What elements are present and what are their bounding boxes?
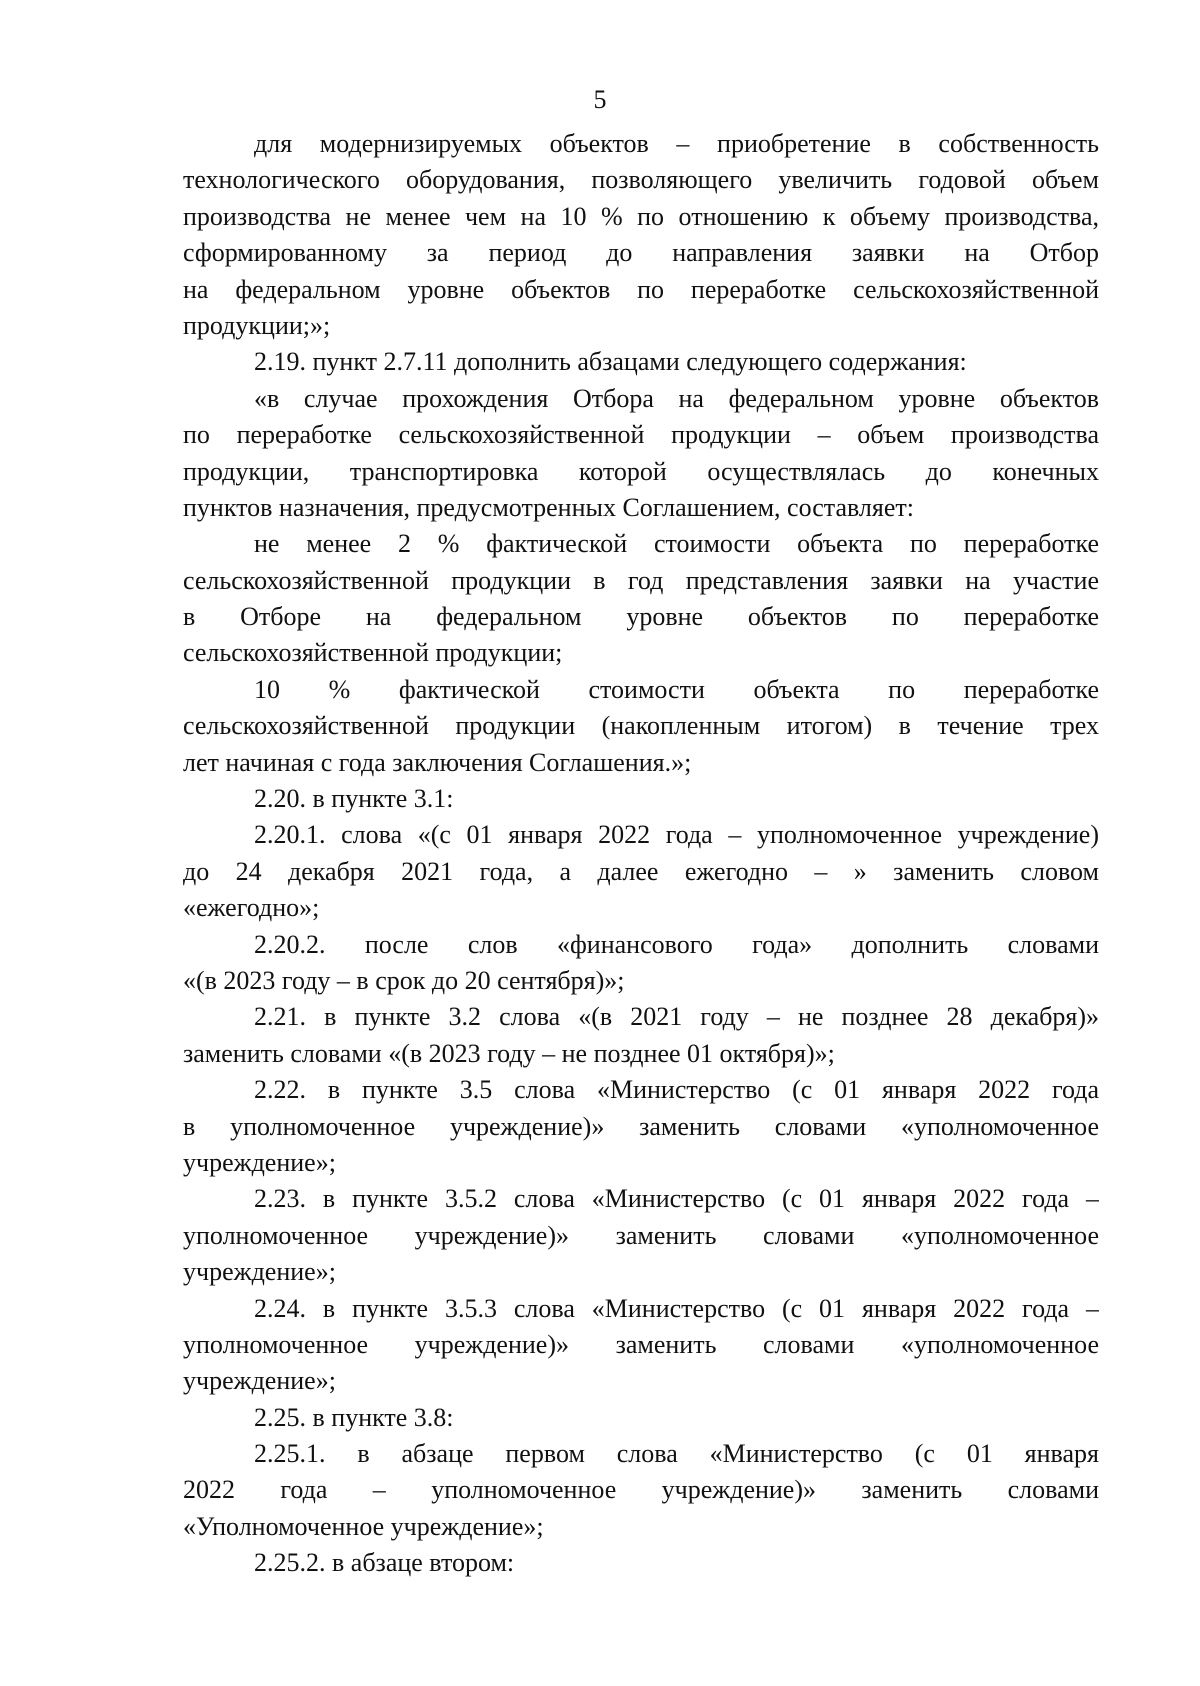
text-line: 2.20. в пункте 3.1:: [254, 784, 454, 814]
text-line: 2.25.2. в абзаце втором:: [254, 1548, 515, 1578]
text-line: учреждение»;: [183, 1366, 336, 1396]
text-line: 2.22. в пункте 3.5 слова «Министерство (с 01 января 2022 года: [254, 1075, 1099, 1105]
text-line: лет начиная с года заключения Соглашения.»;: [183, 747, 692, 777]
text-line: в Отборе на федеральном уровне объектов по переработке: [183, 602, 1099, 632]
text-line: пунктов назначения, предусмотренных Соглашением, составляет:: [183, 492, 914, 522]
text-line: сформированному за период до направления заявки на Отбор: [183, 238, 1099, 268]
text-line: 10 % фактической стоимости объекта по переработке: [254, 674, 1099, 704]
text-line: 2.25.1. в абзаце первом слова «Министерство (с 01 января: [254, 1439, 1099, 1469]
text-line: в уполномоченное учреждение)» заменить словами «уполномоченное: [183, 1111, 1099, 1141]
text-line: сельскохозяйственной продукции (накопленным итогом) в течение трех: [183, 711, 1099, 741]
text-line: 2.20.1. слова «(с 01 января 2022 года – уполномоченное учреждение): [254, 820, 1099, 850]
text-line: производства не менее чем на 10 % по отношению к объему производства,: [183, 201, 1099, 231]
text-line: по переработке сельскохозяйственной продукции – объем производства: [183, 420, 1099, 450]
text-line: 2022 года – уполномоченное учреждение)» заменить словами: [183, 1475, 1099, 1505]
text-line: продукции;»;: [183, 310, 331, 340]
text-line: уполномоченное учреждение)» заменить словами «уполномоченное: [183, 1329, 1099, 1359]
document-body: [183, 126, 1099, 1582]
text-line: «(в 2023 году – в срок до 20 сентября)»;: [183, 965, 625, 995]
text-line: 2.20.2. после слов «финансового года» дополнить словами: [254, 929, 1099, 959]
page-number: 5: [593, 85, 607, 114]
text-line: «в случае прохождения Отбора на федеральном уровне объектов: [254, 383, 1099, 413]
text-line: 2.19. пункт 2.7.11 дополнить абзацами следующего содержания:: [254, 347, 967, 377]
text-line: продукции, транспортировка которой осуществлялась до конечных: [183, 456, 1099, 486]
text-line: 2.25. в пункте 3.8:: [254, 1402, 454, 1432]
text-line: на федеральном уровне объектов по переработке сельскохозяйственной: [183, 274, 1099, 304]
text-line: 2.24. в пункте 3.5.3 слова «Министерство (с 01 января 2022 года –: [254, 1293, 1099, 1323]
text-line: заменить словами «(в 2023 году – не позднее 01 октября)»;: [183, 1038, 835, 1068]
text-line: «ежегодно»;: [183, 893, 320, 923]
text-line: учреждение»;: [183, 1257, 336, 1287]
text-line: сельскохозяйственной продукции;: [183, 638, 563, 668]
text-line: для модернизируемых объектов – приобретение в собственность: [254, 129, 1099, 158]
text-line: 2.23. в пункте 3.5.2 слова «Министерство (с 01 января 2022 года –: [254, 1184, 1099, 1214]
text-line: до 24 декабря 2021 года, а далее ежегодно – » заменить словом: [183, 856, 1099, 886]
text-line: сельскохозяйственной продукции в год представления заявки на участие: [183, 565, 1099, 595]
text-line: «Уполномоченное учреждение»;: [183, 1511, 544, 1541]
text-line: 2.21. в пункте 3.2 слова «(в 2021 году – не позднее 28 декабря)»: [254, 1002, 1099, 1032]
text-line: уполномоченное учреждение)» заменить словами «уполномоченное: [183, 1220, 1099, 1250]
text-line: учреждение»;: [183, 1147, 336, 1177]
text-line: не менее 2 % фактической стоимости объекта по переработке: [254, 529, 1099, 559]
text-line: технологического оборудования, позволяющего увеличить годовой объем: [183, 165, 1099, 195]
